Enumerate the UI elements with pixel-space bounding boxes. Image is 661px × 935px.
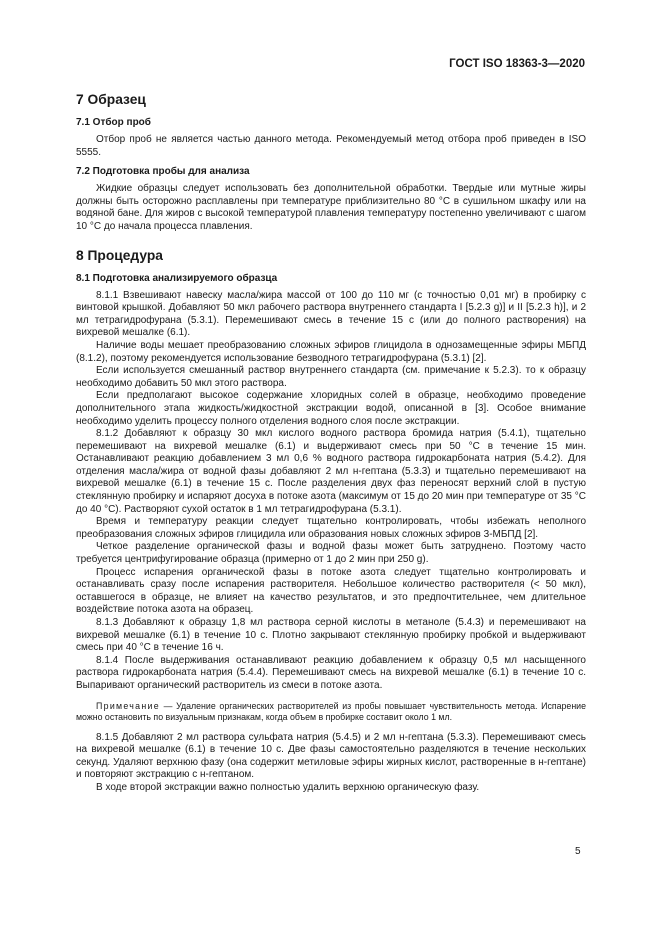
paragraph: Если предполагают высокое содержание хлоридных солей в образце, необходимо проведение дополнительного этапа жидкость/жидкостной экстракции водой, описанной в [3]. Особое внимание необходимо уделить процессу полного отделения водного слоя после экстракции.: [76, 390, 586, 427]
subsection-7-1-text: Отбор проб не является частью данного метода. Рекомендуемый метод отбора проб приведен в ISO 5555.: [76, 134, 586, 158]
document-code: ГОСТ ISO 18363-3—2020: [449, 58, 585, 70]
paragraph: Четкое разделение органической фазы и водной фазы может быть затруднено. Поэтому часто требуется центрифугирование образца (примерно от 1 до 2 мин при 250 g).: [76, 541, 586, 566]
paragraph: Если используется смешанный раствор внутреннего стандарта (см. примечание к 5.2.3). то к образцу необходимо добавить 50 мкл этого раствора.: [76, 365, 586, 389]
note-text: — Удаление органических растворителей из пробы повышает чувствительность метода. Испарение можно остановить по визуальным признакам, когда объем в пробирке составит около 1 мл.: [76, 700, 586, 723]
paragraph: 8.1.5 Добавляют 2 мл раствора сульфата натрия (5.4.5) и 2 мл н-гептана (5.3.3). Перемешивают смесь на вихревой мешалке (6.1) в течение 10 с. Две фазы самостоятельно разделяются в течение нескольких секунд. Удаляют верхнюю фазу (она содержит метиловые эфиры жирных кислот, растворенные в н-гептане) и повторяют экстракцию с н-гептаном.: [76, 731, 586, 781]
subsection-7-2-text: Жидкие образцы следует использовать без дополнительной обработки. Твердые или мутные жиры должны быть осторожно расплавлены при температуре приблизительно 80 °С в сушильном шкафу или на водяной бане. Для жиров с высокой температурой плавления температуру постепенно увеличивают с шагом 10 °С до начала процесса плавления.: [76, 183, 586, 232]
paragraph: 8.1.1 Взвешивают навеску масла/жира массой от 100 до 110 мг (с точностью 0,01 мг) в пробирку с винтовой крышкой. Добавляют 50 мкл рабочего раствора внутреннего стандарта I [5.2.3 g)] и II [5.2.3 h)], и 2 мл тетрагидрофурана (5.3.1). Перемешивают смесь в течение 15 с (или до полного растворения) на вихревой мешалке (6.1).: [76, 289, 586, 339]
paragraph: 8.1.2 Добавляют к образцу 30 мкл кислого водного раствора бромида натрия (5.4.1), тщательно перемешивают на вихревой мешалке (6.1) и выдерживают смесь при 50 °С в течение 15 мин. Останавливают реакцию добавлением 3 мл 0,6 % водного раствора гидрокарбоната натрия (5.4.2). Для отделения масла/жира от водной фазы добавляют 2 мл н-гептана (5.3.3) и тщательно перемешивают на вихревой мешалке (6.1) в течение 15 с. После разделения двух фаз переносят верхний слой в пустую стеклянную пробирку и испаряют досуха в потоке азота (максимум от 15 до 20 мин при температуре от 35 °С до 40 °С). Растворяют сухой остаток в 1 мл тетрагидрофурана (5.3.1).: [76, 428, 586, 515]
note: [76, 701, 586, 724]
paragraph: Время и температуру реакции следует тщательно контролировать, чтобы избежать неполного преобразования сложных эфиров глицидила или образования новых сложных эфиров 3-МБПД [2].: [76, 516, 586, 540]
section-7-heading: 7 Образец: [76, 92, 146, 107]
note-label: Примечание: [96, 700, 160, 711]
paragraph: 8.1.4 После выдерживания останавливают реакцию добавлением к образцу 0,5 мл насыщенного раствора гидрокарбоната натрия (5.4.4). Перемешивают смесь на вихревой мешалке (6.1) в течение 10 с. Выпаривают органический растворитель из смеси в потоке азота.: [76, 654, 586, 691]
paragraph: Наличие воды мешает преобразованию сложных эфиров глицидола в однозамещенные эфиры МБПД (8.1.2), поэтому рекомендуется использование безводного тетрагидрофурана (5.3.1) [2].: [76, 339, 586, 364]
paragraph: В ходе второй экстракции важно полностью удалить верхнюю органическую фазу.: [96, 781, 480, 793]
subsection-7-2-heading: 7.2 Подготовка пробы для анализа: [76, 166, 250, 178]
section-8-heading: 8 Процедура: [76, 247, 163, 263]
subsection-7-1-heading: 7.1 Отбор проб: [76, 117, 151, 128]
paragraph: 8.1.3 Добавляют к образцу 1,8 мл раствора серной кислоты в метаноле (5.4.3) и перемешивают на вихревой мешалке (6.1) в течение 10 с. Плотно закрывают стеклянную пробирку пробкой и выдерживают смесь при 40 °С в течение 16 ч.: [76, 617, 586, 654]
page-content: [76, 88, 586, 795]
paragraph: Процесс испарения органической фазы в потоке азота следует тщательно контролировать и останавливать сразу после испарения растворителя. Небольшое количество растворителя (< 50 мкл), оставшегося в образце, не влияет на качество результатов, и это предпочтительнее, чем длительное воздействие потока азота на образец.: [76, 566, 586, 616]
page-number: 5: [575, 846, 581, 857]
subsection-8-1-heading: 8.1 Подготовка анализируемого образца: [76, 272, 278, 284]
